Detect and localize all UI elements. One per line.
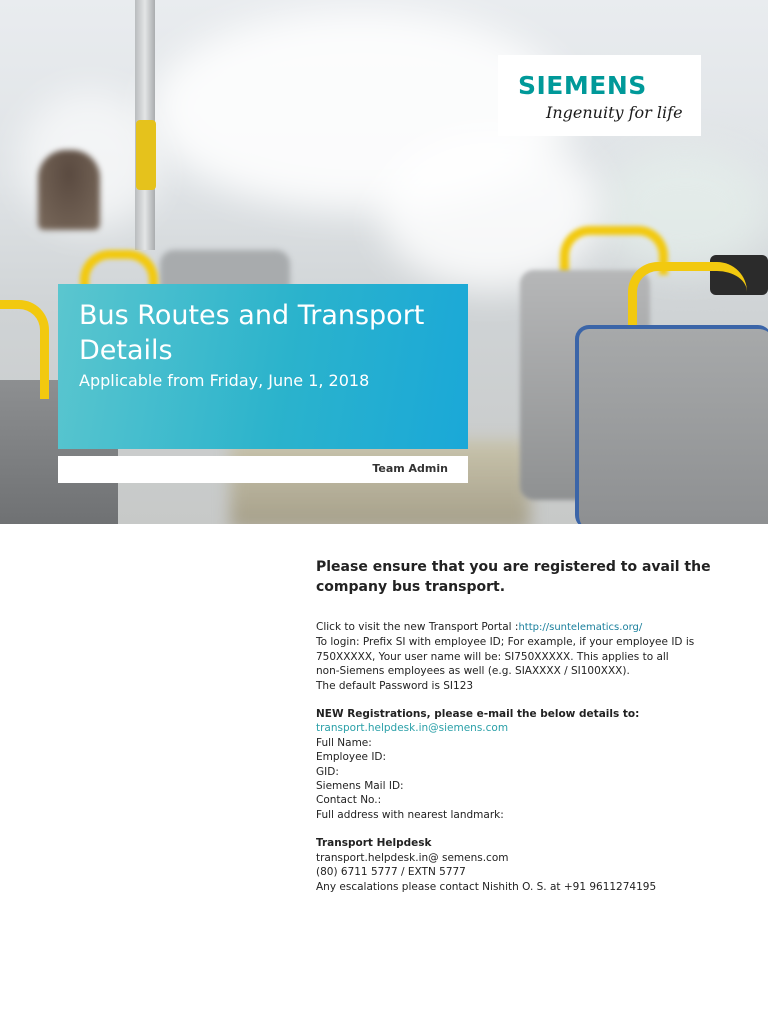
- logo-tagline: Ingenuity for life: [546, 103, 683, 122]
- login-line: non-Siemens employees as well (e.g. SIAXXXX / SI100XXX).: [316, 665, 630, 678]
- body-content: [316, 557, 736, 894]
- login-line: 750XXXXX, Your user name will be: SI750XXXXX. This applies to all: [316, 650, 669, 663]
- title-card: [58, 284, 468, 449]
- portal-link[interactable]: http://suntelematics.org/: [518, 622, 643, 633]
- registration-field: Full Name:: [316, 736, 372, 749]
- document-title: Bus Routes and Transport Details: [79, 300, 425, 366]
- helpdesk-heading: Transport Helpdesk: [316, 837, 432, 850]
- registration-field: Full address with nearest landmark:: [316, 808, 504, 821]
- registration-notice: Please ensure that you are registered to avail the company bus transport.: [316, 559, 711, 595]
- portal-prefix: Click to visit the new Transport Portal :: [316, 621, 519, 633]
- stop-button-pole: [136, 120, 156, 190]
- helpdesk-phone: (80) 6711 5777 / EXTN 5777: [316, 866, 466, 879]
- author-bar: [58, 456, 468, 483]
- registration-field: Employee ID:: [316, 751, 387, 764]
- bus-seat: [575, 325, 768, 524]
- login-line: To login: Prefix SI with employee ID; For example, if your employee ID is: [316, 636, 695, 649]
- document-subtitle: Applicable from Friday, June 1, 2018: [79, 371, 370, 390]
- siemens-logo: [498, 55, 701, 136]
- registration-field: GID:: [316, 765, 339, 778]
- seat-rail: [0, 300, 49, 399]
- registration-email-link[interactable]: transport.helpdesk.in@siemens.com: [316, 722, 509, 735]
- registration-field: Siemens Mail ID:: [316, 780, 404, 793]
- helpdesk-email: transport.helpdesk.in@ semens.com: [316, 851, 509, 864]
- passenger: [38, 150, 100, 230]
- registration-field: Contact No.:: [316, 794, 382, 807]
- author-name: Team Admin: [372, 462, 448, 475]
- login-line: The default Password is SI123: [316, 679, 474, 692]
- registration-heading: NEW Registrations, please e-mail the below details to:: [316, 708, 640, 721]
- helpdesk-escalation: Any escalations please contact Nishith O. S. at +91 9611274195: [316, 880, 657, 893]
- portal-line: [316, 620, 736, 635]
- logo-wordmark: SIEMENS: [518, 71, 647, 100]
